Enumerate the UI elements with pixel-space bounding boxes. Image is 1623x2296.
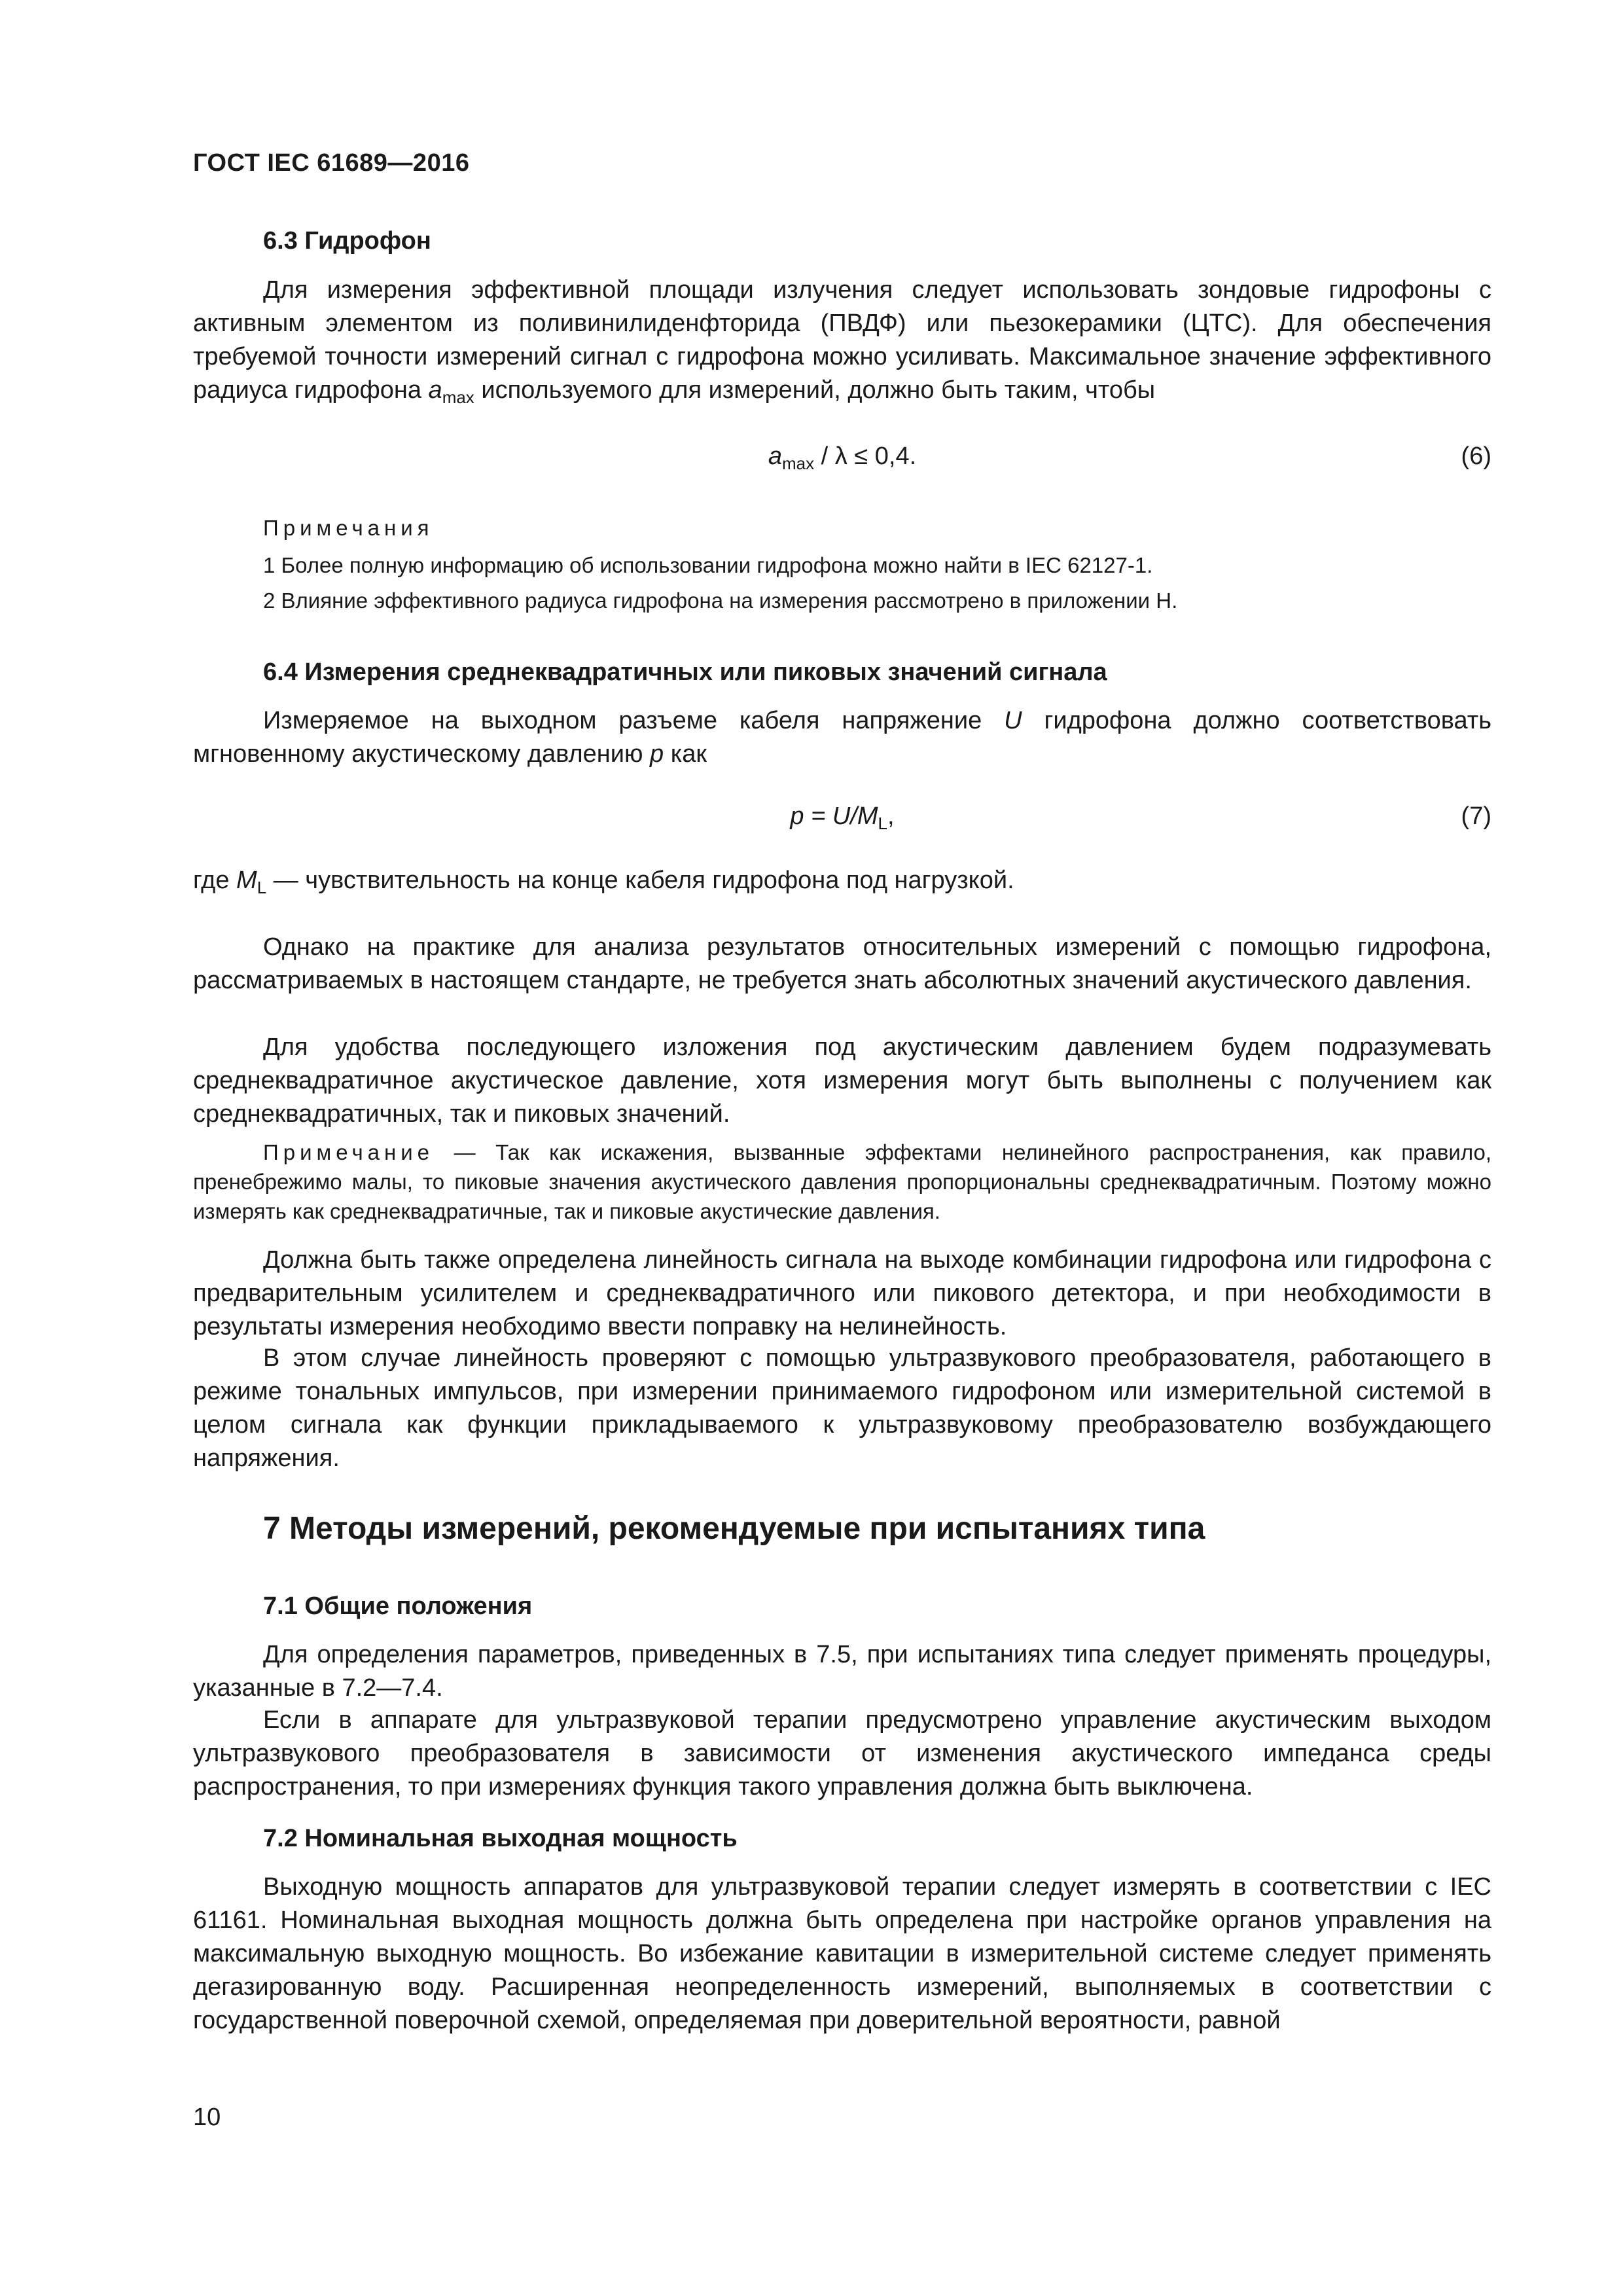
text-run: где [193, 867, 237, 894]
section-6-4-note [193, 1138, 1491, 1226]
section-6-4-paragraph-4: Должна быть также определена линейность сигнала на выходе комбинации гидрофона или гидрофона с предварительным усилителем и среднеквадратичного или пикового детектора, и при необходимости в результаты измерения необходимо ввести поправку на нелинейность. [193, 1246, 1491, 1340]
section-6-4-paragraph-1 [193, 704, 1491, 771]
math-subscript: L [257, 878, 267, 897]
formula-number: (7) [1461, 802, 1491, 830]
math-variable: a [428, 376, 442, 404]
math-text: p = U/M [790, 802, 878, 830]
note-text: — Так как искажения, вызванные эффектами нелинейного распространения, как правило, пренебрежимо малы, то пиковые значения акустического давления пропорциональны среднеквадратичным. Поэтому можно измерять как среднеквадратичные, так и пиковые акустические давления. [193, 1140, 1491, 1223]
section-7-2-heading: 7.2 Номинальная выходная мощность [263, 1825, 738, 1852]
math-variable: U [1004, 707, 1022, 734]
text-run: гидрофона должно соответствовать мгновенному акустическому давлению [193, 707, 1491, 768]
text-run: Измеряемое на выходном разъеме кабеля напряжение [263, 707, 1005, 734]
text-run: — чувствительность на конце кабеля гидрофона под нагрузкой. [266, 867, 1014, 894]
formula-7 [193, 800, 1491, 833]
section-7-1-paragraph-2: Если в аппарате для ультразвуковой терапии предусмотрено управление акустическим выходом ультразвукового преобразователя в зависимости от изменения акустического импеданса среды распространения, то при измерениях функция такого управления должна быть выключена. [193, 1706, 1491, 1801]
section-6-3-heading: 6.3 Гидрофон [263, 227, 431, 255]
section-7-1-paragraph-1: Для определения параметров, приведенных в 7.5, при испытаниях типа следует применять процедуры, указанные в 7.2—7.4. [193, 1641, 1491, 1702]
math-variable: p [650, 740, 664, 768]
section-7-heading: 7 Методы измерений, рекомендуемые при испытаниях типа [263, 1511, 1205, 1546]
notes-title: Примечания [263, 516, 434, 540]
text-run: используемого для измерений, должно быть таким, чтобы [474, 376, 1156, 404]
page-number: 10 [193, 2104, 221, 2131]
text-run: Для измерения эффективной площади излучения следует использовать зондовые гидрофоны с активным элементом из поливинилиденфторида (ПВДФ) или пьезокерамики (ЦТС). Для обеспечения требуемой точности измерений сигнал с гидрофона можно усиливать. Максимальное значение эффективного радиуса гидрофона [193, 276, 1491, 404]
math-text: / λ ≤ 0,4. [814, 442, 917, 470]
section-6-4-heading: 6.4 Измерения среднеквадратичных или пиковых значений сигнала [263, 658, 1107, 686]
section-7-1-heading: 7.1 Общие положения [263, 1592, 533, 1620]
formula-expression [193, 800, 1491, 833]
math-subscript: max [442, 387, 474, 407]
section-6-4-paragraph-3: Для удобства последующего изложения под акустическим давлением будем подразумевать среднеквадратичное акустическое давление, хотя измерения могут быть выполнены с получением как среднеквадратичных, так и пиковых значений. [193, 1033, 1491, 1128]
math-variable: M [236, 867, 257, 894]
where-clause [193, 864, 1491, 897]
math-text: , [887, 802, 895, 830]
math-variable: a [768, 442, 782, 470]
section-6-3-paragraph [193, 274, 1491, 407]
standard-id-header: ГОСТ IEC 61689—2016 [193, 149, 470, 177]
section-7-2-paragraph-1: Выходную мощность аппаратов для ультразвуковой терапии следует измерять в соответствии с IEC 61161. Номинальная выходная мощность должна быть определена при настройке органов управления на максимальную выходную мощность. Во избежание кавитации в измерительной системе следует применять дегазированную воду. Расширенная неопределенность измерений, выполняемых в соответствии с государственной поверочной схемой, определяемая при доверительной вероятности, равной [193, 1873, 1491, 2034]
math-subscript: max [781, 454, 815, 473]
note-2: 2 Влияние эффективного радиуса гидрофона на измерения рассмотрено в приложении H. [263, 588, 1178, 613]
formula-number: (6) [1461, 442, 1491, 470]
note-label: Примечание [263, 1140, 435, 1164]
formula-6 [193, 440, 1491, 473]
math-subscript: L [878, 814, 887, 833]
note-1: 1 Более полную информацию об использовании гидрофона можно найти в IEC 62127-1. [263, 553, 1153, 577]
text-run: как [664, 740, 707, 768]
formula-expression [193, 440, 1491, 473]
section-6-4-paragraph-5: В этом случае линейность проверяют с помощью ультразвукового преобразователя, работающего в режиме тональных импульсов, при измерении принимаемого гидрофоном или измерительной системой в целом сигнала как функции прикладываемого к ультразвуковому преобразователю возбуждающего напряжения. [193, 1344, 1491, 1472]
section-6-4-paragraph-2: Однако на практике для анализа результатов относительных измерений с помощью гидрофона, рассматриваемых в настоящем стандарте, не требуется знать абсолютных значений акустического давления. [193, 933, 1491, 994]
